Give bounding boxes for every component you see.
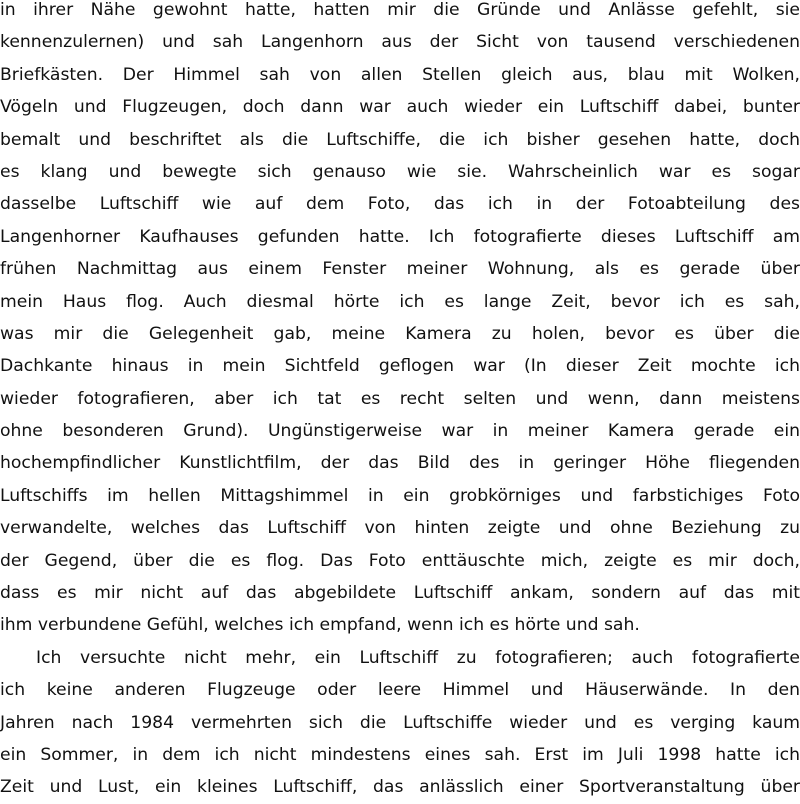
text-line: frühen Nachmittag aus einem Fenster meiner Wohnung, als es gerade über (0, 259, 800, 280)
text-line: kennenzulernen) und sah Langenhorn aus der Sicht von tausend verschiedenen (0, 32, 800, 53)
text-line: dass es mir nicht auf das abgebildete Luftschiff ankam, sondern auf das mit (0, 583, 800, 604)
text-line: bemalt und beschriftet als die Luftschiffe, die ich bisher gesehen hatte, doch (0, 129, 800, 150)
text-line: wieder fotografieren, aber ich tat es recht selten und wenn, dann meistens (0, 388, 800, 409)
text-line: Dachkante hinaus in mein Sichtfeld geflogen war (In dieser Zeit mochte ich (0, 356, 800, 377)
text-line: Luftschiffs im hellen Mittagshimmel in ein grobkörniges und farbstichiges Foto (0, 485, 800, 506)
text-line: Jahren nach 1984 vermehrten sich die Luftschiffe wieder und es verging kaum (0, 712, 800, 733)
text-line: ohne besonderen Grund). Ungünstigerweise war in meiner Kamera gerade ein (0, 421, 800, 442)
text-line: es klang und bewegte sich genauso wie sie. Wahrscheinlich war es sogar (0, 161, 800, 182)
text-line: verwandelte, welches das Luftschiff von hinten zeigte und ohne Beziehung zu (0, 518, 800, 539)
text-line: Ich versuchte nicht mehr, ein Luftschiff zu fotografieren; auch fotografierte (36, 647, 800, 668)
text-line: in ihrer Nähe gewohnt hatte, hatten mir die Gründe und Anlässe gefehlt, sie (0, 0, 800, 20)
text-line: der Gegend, über die es flog. Das Foto enttäuschte mich, zeigte es mir doch, (0, 550, 800, 571)
text-line: ihm verbundene Gefühl, welches ich empfand, wenn ich es hörte und sah. (0, 615, 640, 636)
text-line: ich keine anderen Flugzeuge oder leere Himmel und Häuserwände. In den (0, 680, 800, 701)
text-line: Langenhorner Kaufhauses gefunden hatte. Ich fotografierte dieses Luftschiff am (0, 226, 800, 247)
text-line: Vögeln und Flugzeugen, doch dann war auch wieder ein Luftschiff dabei, bunter (0, 97, 800, 118)
text-line: Briefkästen. Der Himmel sah von allen Stellen gleich aus, blau mit Wolken, (0, 64, 800, 85)
text-line: Zeit und Lust, ein kleines Luftschiff, das anlässlich einer Sportveranstaltung über (0, 777, 800, 798)
text-line: mein Haus flog. Auch diesmal hörte ich es lange Zeit, bevor ich es sah, (0, 291, 800, 312)
text-line: was mir die Gelegenheit gab, meine Kamera zu holen, bevor es über die (0, 323, 800, 344)
text-line: ein Sommer, in dem ich nicht mindestens eines sah. Erst im Juli 1998 hatte ich (0, 744, 800, 765)
text-line: hochempfindlicher Kunstlichtfilm, der das Bild des in geringer Höhe fliegenden (0, 453, 800, 474)
paragraph (0, 642, 800, 804)
text-line: dasselbe Luftschiff wie auf dem Foto, das ich in der Fotoabteilung des (0, 194, 800, 215)
